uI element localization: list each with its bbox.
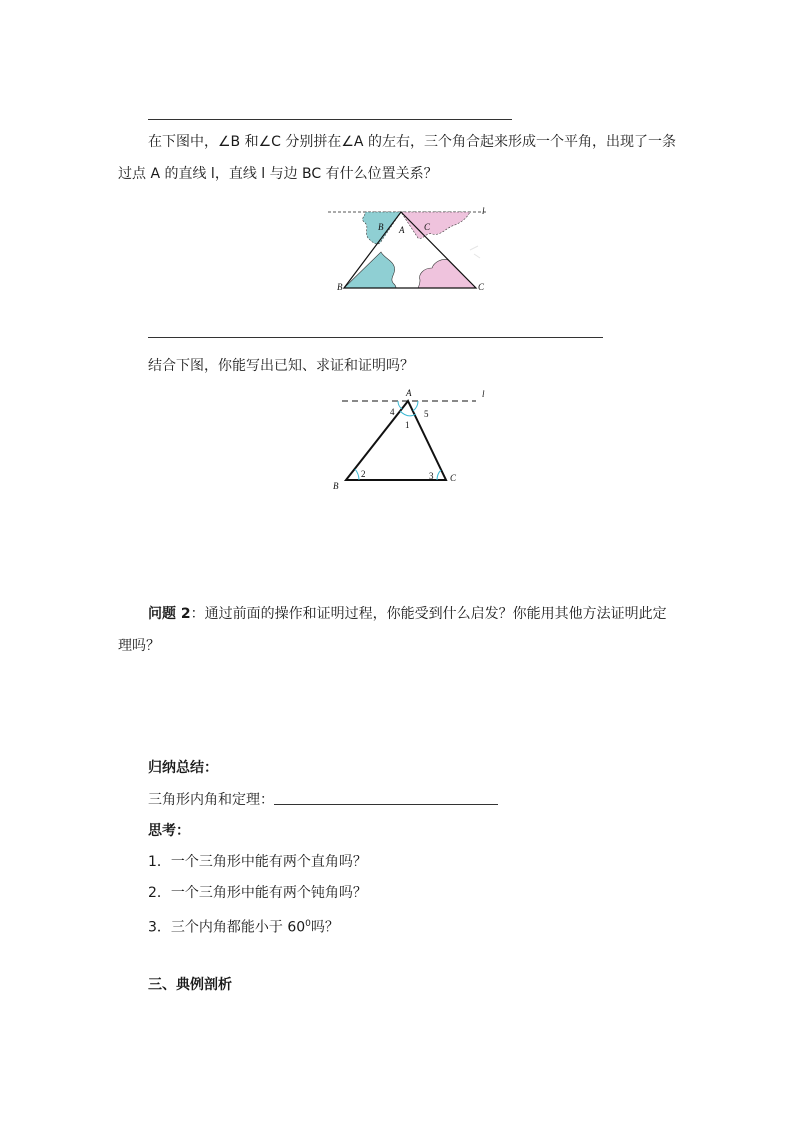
angle-arc-b bbox=[355, 469, 359, 480]
label-a: A bbox=[406, 388, 412, 398]
label-angle-5: 5 bbox=[424, 409, 429, 419]
angle-c-piece-top bbox=[401, 212, 470, 238]
label-angle-4: 4 bbox=[390, 407, 395, 417]
summary-heading: 归纳总结： bbox=[148, 760, 218, 776]
degree-superscript: 0 bbox=[305, 919, 311, 929]
label-b-top: B bbox=[378, 222, 384, 232]
angle-arc-5 bbox=[413, 401, 418, 411]
question-2-label: 问题 2 bbox=[148, 606, 191, 622]
answer-blank-line-2 bbox=[148, 337, 603, 338]
question-2 bbox=[118, 598, 678, 662]
triangle-proof-figure bbox=[328, 385, 498, 495]
angle-arc-c bbox=[437, 470, 441, 480]
label-angle-1: 1 bbox=[405, 420, 410, 430]
think-question-3-text: 3．三个内角都能小于 60 bbox=[148, 919, 306, 936]
theorem-blank-line bbox=[274, 804, 498, 805]
label-l: l bbox=[482, 206, 485, 216]
think-heading: 思考： bbox=[148, 823, 190, 839]
summary-heading-text: 归纳总结 bbox=[148, 760, 204, 776]
label-b: B bbox=[333, 481, 339, 491]
answer-blank-line-1 bbox=[148, 119, 512, 120]
theorem-label: 三角形内角和定理： bbox=[148, 792, 274, 808]
angle-c-piece-bottom bbox=[418, 259, 476, 288]
think-question-1: 1．一个三角形中能有两个直角吗？ bbox=[148, 854, 367, 870]
think-question-2: 2．一个三角形中能有两个钝角吗？ bbox=[148, 885, 367, 901]
think-question-3-end: 吗？ bbox=[310, 919, 339, 936]
section-3-heading: 三、典例剖析 bbox=[148, 977, 232, 993]
label-angle-2: 2 bbox=[361, 469, 366, 479]
label-a: A bbox=[399, 225, 405, 235]
think-heading-text: 思考 bbox=[148, 823, 176, 839]
angle-puzzle-figure bbox=[320, 202, 500, 298]
label-c: C bbox=[450, 473, 457, 483]
label-c: C bbox=[478, 282, 485, 292]
label-b: B bbox=[337, 282, 343, 292]
angle-b-piece-bottom bbox=[344, 252, 396, 288]
label-l: l bbox=[482, 389, 485, 399]
question-2-text: ：通过前面的操作和证明过程，你能受到什么启发？你能用其他方法证明此定理吗？ bbox=[118, 606, 667, 654]
faint-mark bbox=[470, 246, 480, 258]
think-question-3 bbox=[148, 914, 339, 938]
proof-prompt: 结合下图，你能写出已知、求证和证明吗？ bbox=[148, 358, 414, 374]
label-angle-3: 3 bbox=[429, 471, 434, 481]
angle-puzzle-paragraph: 在下图中，∠B 和∠C 分别拼在∠A 的左右，三个角合起来形成一个平角，出现了一条过点 A 的直线 l，直线 l 与边 BC 有什么位置关系？ bbox=[118, 134, 676, 182]
label-c-top: C bbox=[424, 222, 431, 232]
